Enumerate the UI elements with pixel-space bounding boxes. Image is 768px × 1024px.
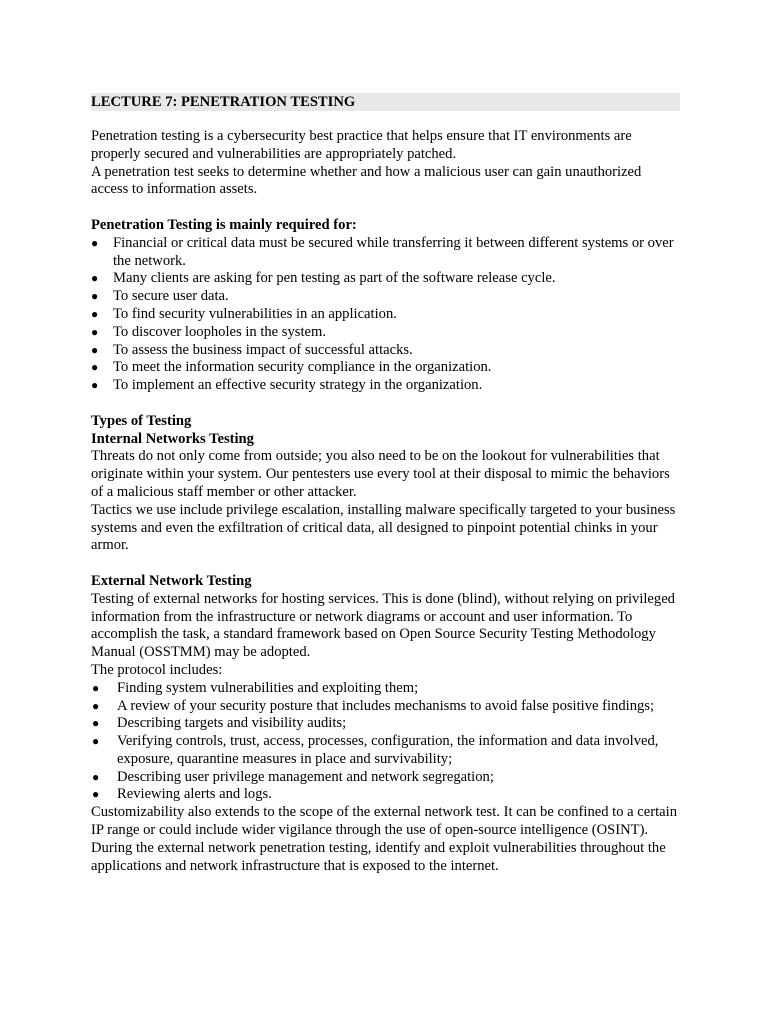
list-item: ● Describing user privilege management and network segregation; xyxy=(92,768,494,785)
spacer xyxy=(91,395,680,413)
list-item: ● Many clients are asking for pen testing as part of the software release cycle. xyxy=(91,270,556,287)
bullet-icon: ● xyxy=(92,680,100,695)
internal-heading: Internal Networks Testing xyxy=(91,430,254,447)
bullet-icon: ● xyxy=(91,235,99,250)
page-title: LECTURE 7: PENETRATION TESTING xyxy=(91,93,680,111)
bullet-icon: ● xyxy=(92,698,100,713)
list-item: ● Financial or critical data must be secured while transferring it between different systems or over the network. xyxy=(91,234,674,269)
list-item: ● Describing targets and visibility audits; xyxy=(92,715,347,732)
intro-paragraph-1: Penetration testing is a cybersecurity best practice that helps ensure that IT environments are properly secured and vulnerabilities are appropriately patched. xyxy=(91,128,632,162)
closing-paragraph: Customizability also extends to the scope of the external network test. It can be confined to a certain IP range or could include wider vigilance through the use of open-source intelligence (OSINT). During the external network penetration testing, identify and exploit vulnerabilities throughout the applications and network infrastructure that is exposed to the internet. xyxy=(91,804,677,874)
list-item: ● To meet the information security compliance in the organization. xyxy=(91,359,492,376)
bullet-icon: ● xyxy=(91,271,99,286)
list-item: ● To discover loopholes in the system. xyxy=(91,323,326,340)
bullet-icon: ● xyxy=(91,342,99,357)
bullet-icon: ● xyxy=(91,378,99,393)
bullet-icon: ● xyxy=(92,716,100,731)
types-heading: Types of Testing xyxy=(91,412,192,429)
internal-paragraph-2: Tactics we use include privilege escalation, installing malware specifically targeted to your business systems and even the exfiltration of critical data, all designed to pinpoint potential chinks in your armor. xyxy=(91,501,676,554)
list-item: ● To assess the business impact of successful attacks. xyxy=(91,341,413,358)
spacer xyxy=(91,199,680,217)
external-paragraph: Testing of external networks for hosting services. This is done (blind), without relying on privileged information from the infrastructure or network diagrams or account and user information. To accomplish the task, a standard framework based on Open Source Security Testing Methodology Manual (OSSTMM) may be adopted. xyxy=(91,590,675,661)
protocol-label: The protocol includes: xyxy=(91,661,223,678)
protocol-list xyxy=(91,680,680,805)
document-body xyxy=(91,93,680,875)
list-item: ● Verifying controls, trust, access, processes, configuration, the information and data involved, exposure, quarantine measures in place and survivability; xyxy=(92,733,659,767)
required-heading: Penetration Testing is mainly required for: xyxy=(91,216,357,233)
bullet-icon: ● xyxy=(92,769,100,784)
bullet-icon: ● xyxy=(91,289,99,304)
bullet-icon: ● xyxy=(92,734,100,749)
list-item: ● To find security vulnerabilities in an application. xyxy=(91,305,397,322)
bullet-icon: ● xyxy=(91,324,99,339)
bullet-icon: ● xyxy=(92,787,100,802)
internal-paragraph-1: Threats do not only come from outside; you also need to be on the lookout for vulnerabilities that originate within your system. Our pentesters use every tool at their disposal to mimic the behaviors of a malicious staff member or other attacker. xyxy=(91,448,670,500)
bullet-icon: ● xyxy=(91,360,99,375)
list-item: ● To implement an effective security strategy in the organization. xyxy=(91,377,483,394)
list-item: ● Finding system vulnerabilities and exploiting them; xyxy=(92,679,419,696)
list-item: ● Reviewing alerts and logs. xyxy=(92,786,272,803)
bullet-icon: ● xyxy=(91,306,99,321)
required-list xyxy=(91,235,680,395)
list-item: ● A review of your security posture that includes mechanisms to avoid false positive findings; xyxy=(92,697,655,714)
list-item: ● To secure user data. xyxy=(91,288,229,305)
intro-paragraph-2: A penetration test seeks to determine whether and how a malicious user can gain unauthorized access to information assets. xyxy=(91,163,642,198)
spacer xyxy=(91,555,680,573)
external-heading: External Network Testing xyxy=(91,572,252,589)
